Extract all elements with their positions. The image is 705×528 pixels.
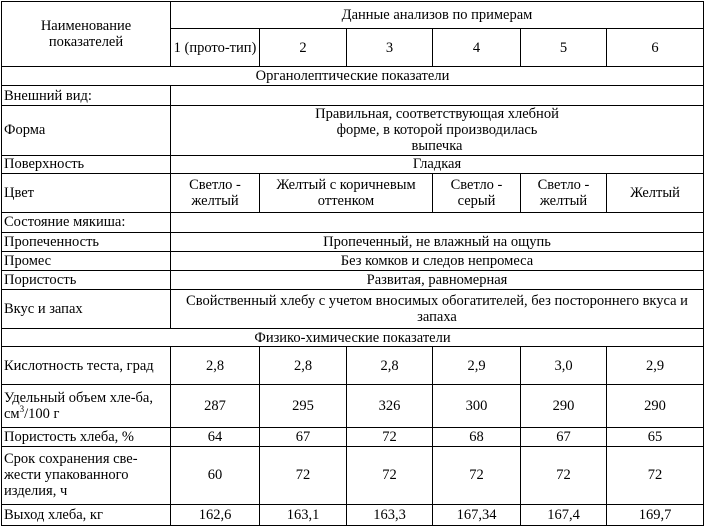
acidity-label: Кислотность теста, град — [2, 347, 171, 385]
volume-label-b: /100 г — [24, 405, 60, 422]
porosity-row — [2, 270, 704, 289]
mix-label: Промес — [2, 251, 171, 270]
shelf-6: 72 — [607, 446, 704, 504]
taste-value: Свойственный хлебу с учетом вносимых обогатителей, без постороннего вкуса и запаха — [171, 290, 704, 329]
section-physchem: Физико-химические показатели — [2, 329, 704, 347]
shelf-4: 72 — [433, 446, 521, 504]
porosity-label: Пористость — [2, 270, 171, 289]
acidity-1: 2,8 — [171, 347, 260, 385]
crumb-row — [2, 212, 704, 232]
appearance-row — [2, 86, 704, 106]
bread-porosity-4: 68 — [433, 427, 521, 446]
volume-4: 300 — [433, 385, 521, 427]
section-organoleptic-row — [2, 67, 704, 86]
baked-label: Пропеченность — [2, 232, 171, 251]
shelf-row — [2, 446, 704, 504]
bread-porosity-row — [2, 427, 704, 446]
header-row-1 — [2, 2, 704, 29]
mix-value: Без комков и следов непромеса — [171, 251, 704, 270]
acidity-3: 2,8 — [347, 347, 433, 385]
yield-1: 162,6 — [171, 504, 260, 525]
bread-porosity-5: 67 — [521, 427, 607, 446]
acidity-row — [2, 347, 704, 385]
bread-porosity-3: 72 — [347, 427, 433, 446]
header-group: Данные анализов по примерам — [171, 2, 704, 29]
bread-porosity-2: 67 — [260, 427, 347, 446]
shelf-5: 72 — [521, 446, 607, 504]
col-header-2: 2 — [260, 29, 347, 67]
volume-label-a: Удельный объем хле-ба, см — [4, 389, 153, 422]
surface-row — [2, 155, 704, 173]
yield-2: 163,1 — [260, 504, 347, 525]
porosity-value: Развитая, равномерная — [171, 270, 704, 289]
shape-label: Форма — [2, 106, 171, 155]
volume-5: 290 — [521, 385, 607, 427]
col-header-6: 6 — [607, 29, 704, 67]
yield-6: 169,7 — [607, 504, 704, 525]
header-indicator: Наименование показателей — [2, 2, 171, 67]
mix-row — [2, 251, 704, 270]
shape-value: Правильная, соответствующая хлебной форме, в которой производилась выпечка — [171, 106, 704, 155]
volume-1: 287 — [171, 385, 260, 427]
volume-6: 290 — [607, 385, 704, 427]
acidity-4: 2,9 — [433, 347, 521, 385]
color-label: Цвет — [2, 173, 171, 212]
col-header-5: 5 — [521, 29, 607, 67]
yield-4: 167,34 — [433, 504, 521, 525]
color-row — [2, 173, 704, 212]
volume-label-sup: 3 — [19, 404, 25, 415]
shelf-1: 60 — [171, 446, 260, 504]
shelf-label: Срок сохранения све-жести упакованного изделия, ч — [2, 446, 171, 504]
color-6: Желтый — [607, 173, 704, 212]
volume-3: 326 — [347, 385, 433, 427]
color-1: Светло - желтый — [171, 173, 260, 212]
col-header-4: 4 — [433, 29, 521, 67]
appearance-empty — [171, 86, 704, 106]
yield-label: Выход хлеба, кг — [2, 504, 171, 525]
volume-label — [2, 385, 171, 427]
acidity-2: 2,8 — [260, 347, 347, 385]
yield-row — [2, 504, 704, 525]
appearance-label: Внешний вид: — [2, 86, 171, 106]
surface-label: Поверхность — [2, 155, 171, 173]
crumb-empty — [171, 212, 704, 232]
color-5: Светло - желтый — [521, 173, 607, 212]
shelf-2: 72 — [260, 446, 347, 504]
col-header-3: 3 — [347, 29, 433, 67]
yield-3: 163,3 — [347, 504, 433, 525]
volume-2: 295 — [260, 385, 347, 427]
bread-porosity-1: 64 — [171, 427, 260, 446]
volume-row — [2, 385, 704, 427]
baked-row — [2, 232, 704, 251]
color-2-3: Желтый с коричневым оттенком — [260, 173, 433, 212]
taste-row — [2, 290, 704, 329]
baked-value: Пропеченный, не влажный на ощупь — [171, 232, 704, 251]
crumb-label: Состояние мякиша: — [2, 212, 171, 232]
color-4: Светло - серый — [433, 173, 521, 212]
section-organoleptic: Органолептические показатели — [2, 67, 704, 86]
acidity-6: 2,9 — [607, 347, 704, 385]
section-physchem-row — [2, 329, 704, 347]
bread-porosity-6: 65 — [607, 427, 704, 446]
shape-row — [2, 106, 704, 155]
col-header-1: 1 (прото-тип) — [171, 29, 260, 67]
shelf-3: 72 — [347, 446, 433, 504]
surface-value: Гладкая — [171, 155, 704, 173]
acidity-5: 3,0 — [521, 347, 607, 385]
taste-label: Вкус и запах — [2, 290, 171, 329]
yield-5: 167,4 — [521, 504, 607, 525]
bread-porosity-label: Пористость хлеба, % — [2, 427, 171, 446]
analysis-table — [1, 1, 704, 526]
